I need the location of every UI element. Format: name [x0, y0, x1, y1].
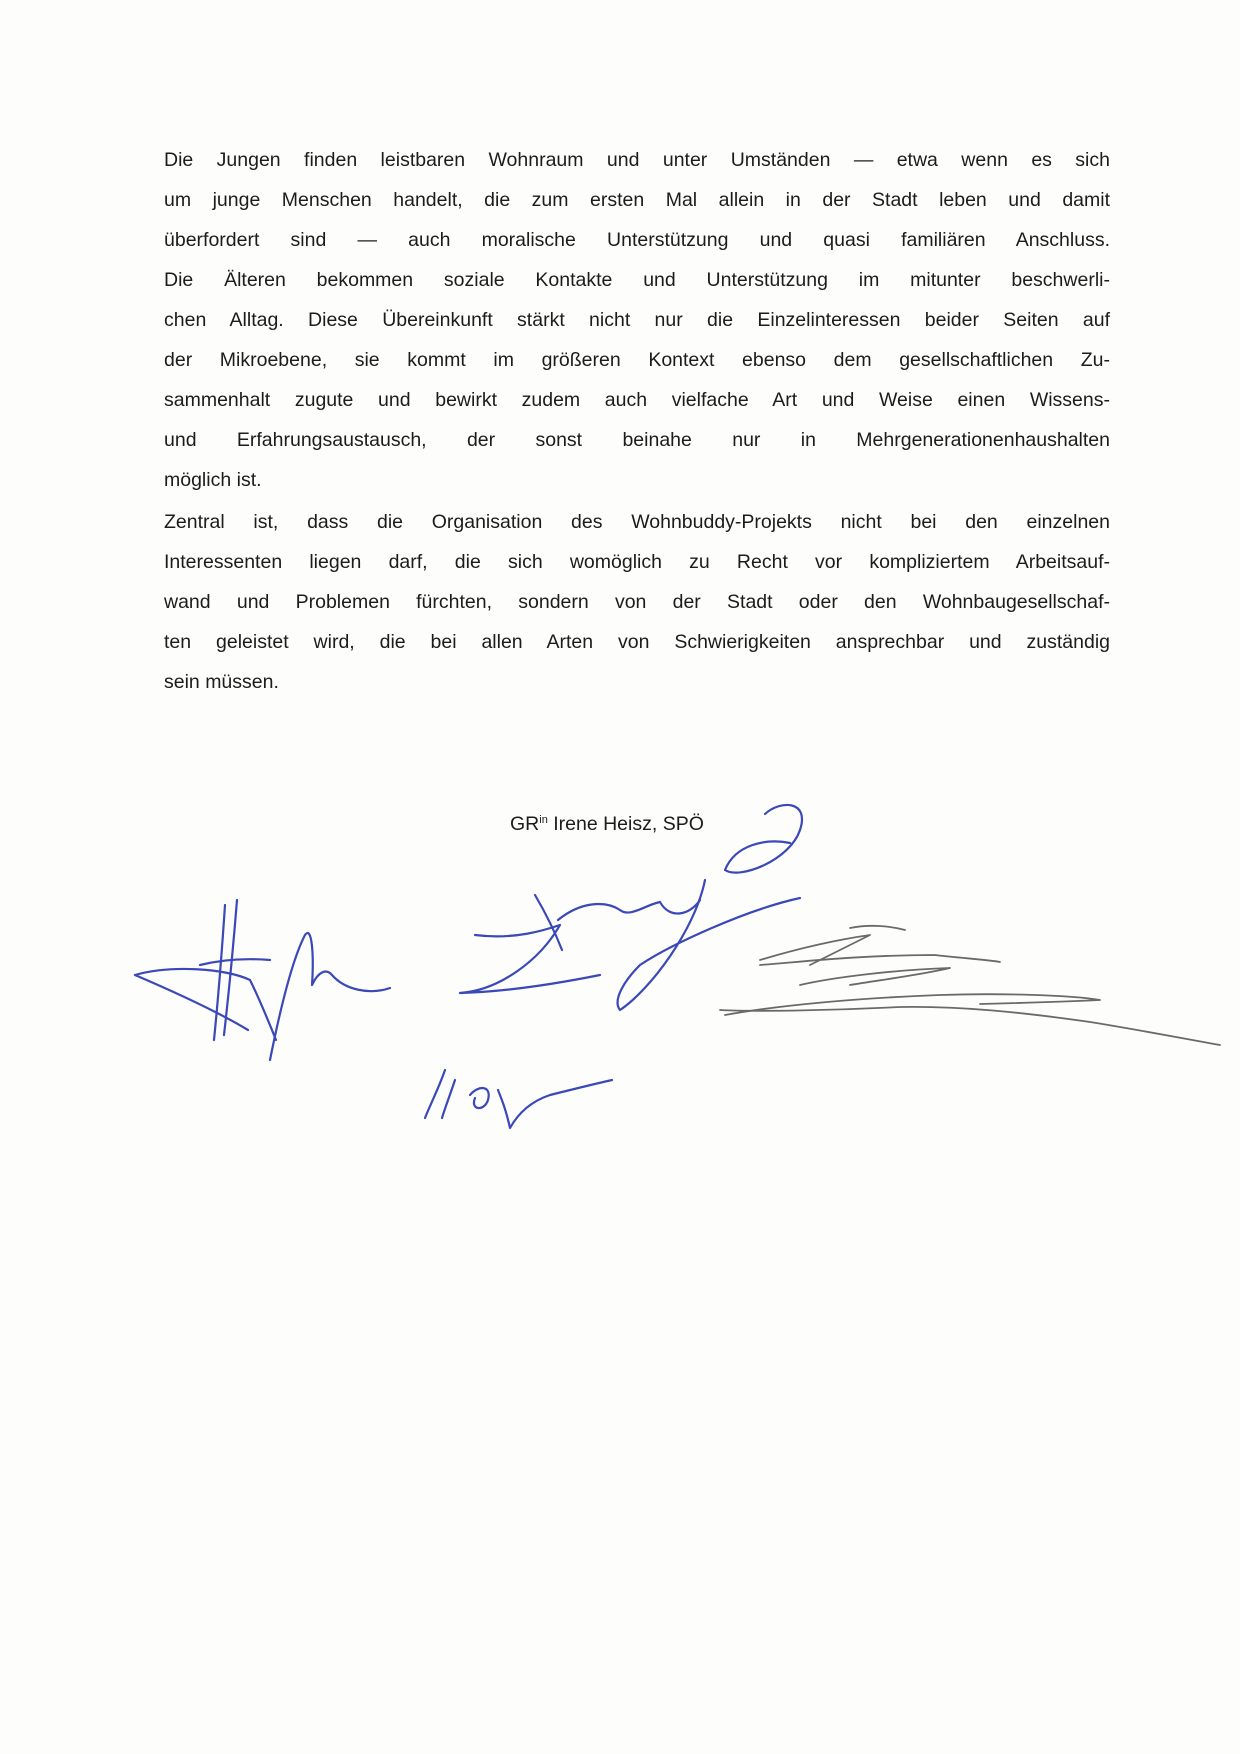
signatory-title: GR	[510, 813, 540, 835]
signature-right	[720, 926, 1220, 1045]
text-line: um junge Menschen handelt, die zum ersten Mal allein in der Stadt leben und damit	[164, 189, 1110, 211]
signatory-line	[510, 806, 704, 838]
text-line: Zentral ist, dass die Organisation des Wohnbuddy-Projekts nicht bei den einzelnen	[164, 511, 1110, 533]
signature-bottom	[425, 1070, 612, 1128]
text-line: sein müssen.	[164, 671, 279, 693]
paragraph-1	[164, 140, 1110, 500]
text-line: wand und Problemen fürchten, sondern von der Stadt oder den Wohnbaugesellschaf-	[164, 591, 1110, 613]
text-line: sammenhalt zugute und bewirkt zudem auch vielfache Art und Weise einen Wissens-	[164, 389, 1110, 411]
text-line: Die Älteren bekommen soziale Kontakte und Unterstützung im mitunter beschwerli-	[164, 269, 1110, 291]
text-line: und Erfahrungsaustausch, der sonst beinahe nur in Mehrgenerationenhaushalten	[164, 429, 1110, 451]
text-line: überfordert sind — auch moralische Unterstützung und quasi familiären Anschluss.	[164, 229, 1110, 251]
document-body	[164, 140, 1110, 702]
text-line: Interessenten liegen darf, die sich womöglich zu Recht vor kompliziertem Arbeitsauf-	[164, 551, 1110, 573]
text-line: der Mikroebene, sie kommt im größeren Kontext ebenso dem gesellschaftlichen Zu-	[164, 349, 1110, 371]
paragraph-2	[164, 502, 1110, 702]
text-line: möglich ist.	[164, 469, 262, 491]
signature-left	[135, 900, 390, 1060]
text-line: chen Alltag. Diese Übereinkunft stärkt nicht nur die Einzelinteressen beider Seiten auf	[164, 309, 1110, 331]
text-line: ten geleistet wird, die bei allen Arten von Schwierigkeiten ansprechbar und zuständig	[164, 631, 1110, 653]
signatory-name: Irene Heisz, SPÖ	[547, 813, 704, 835]
text-line: Die Jungen finden leistbaren Wohnraum und unter Umständen — etwa wenn es sich	[164, 149, 1110, 171]
signatory-title-superscript: in	[539, 814, 548, 826]
